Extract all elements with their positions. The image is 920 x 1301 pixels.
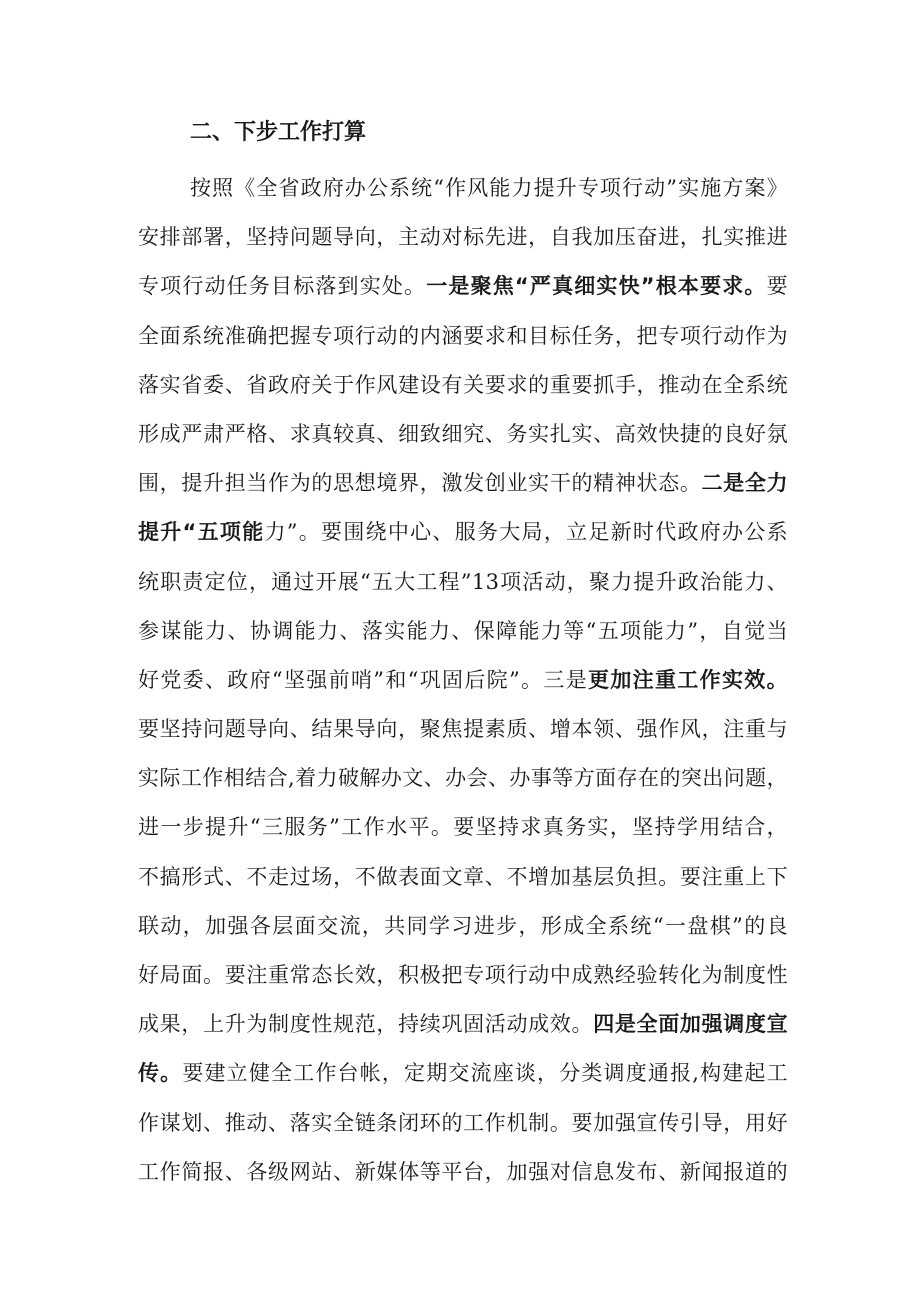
text-run: 安排部署，坚持问题导向，主动对标先进，自我加压奋进，扎实推进: [138, 225, 788, 250]
bold-text-run: 一是聚焦“严真细实快”根本要求。: [426, 274, 767, 299]
text-run: 要建立健全工作台帐，定期交流座谈，分类调度通报,构建起工: [182, 1061, 788, 1086]
text-run: 成果，上升为制度性规范，持续巩固活动成效。: [138, 1012, 594, 1037]
text-line: [138, 1049, 788, 1098]
text-line: [138, 262, 788, 311]
text-line: [138, 1099, 788, 1148]
text-line: [138, 312, 788, 361]
text-run: 实际工作相结合,着力破解办文、办会、办事等方面存在的突出问题，: [138, 766, 788, 791]
text-line: [138, 558, 788, 607]
bold-text-run: 传。: [138, 1061, 183, 1086]
text-run: 专项行动任务目标落到实处。: [138, 274, 427, 299]
text-run: 参谋能力、协调能力、落实能力、保障能力等“五项能力”，自觉当: [138, 618, 788, 643]
text-line: [138, 853, 788, 902]
text-run: 好局面。要注重常态长效，积极把专项行动中成熟经验转化为制度性: [138, 963, 788, 987]
text-run: 作谋划、推动、落实全链条闭环的工作机制。要加强宣传引导，用好: [138, 1110, 788, 1135]
text-run: 工作简报、各级网站、新媒体等平台，加强对信息发布、新闻报道的: [138, 1159, 788, 1184]
text-run: 进一步提升“三服务”工作水平。要坚持求真务实，坚持学用结合，: [138, 815, 788, 840]
text-run: 力”。要围绕中心、服务大局，立足新时代政府办公系: [264, 520, 788, 545]
text-run: 全面系统准确把握专项行动的内涵要求和目标任务，把专项行动作为: [138, 323, 788, 348]
text-line: [138, 361, 788, 410]
section-heading: 二、下步工作打算: [190, 120, 367, 145]
text-line: [138, 213, 788, 262]
text-line: [138, 459, 788, 508]
text-line: [138, 951, 788, 1000]
text-line: [138, 656, 788, 705]
text-run: 统职责定位，通过开展“五大工程”13项活动，聚力提升政治能力、: [138, 569, 788, 594]
text-line: [138, 705, 788, 754]
text-line: [138, 1000, 788, 1049]
text-run: 联动，加强各层面交流，共同学习进步，形成全系统“一盘棋”的良: [138, 913, 788, 938]
text-line: [138, 164, 788, 213]
text-run: 围，提升担当作为的思想境界，激发创业实干的精神状态。: [138, 471, 702, 496]
bold-text-run: 二是全力: [701, 471, 788, 496]
text-line: [138, 803, 788, 852]
bold-text-run: 更加注重工作实效。: [588, 667, 788, 692]
text-run: 不搞形式、不走过场，不做表面文章、不增加基层负担。要注重上下: [138, 864, 788, 889]
text-run: 好党委、政府“坚强前哨”和“巩固后院”。三是: [138, 667, 589, 692]
text-run: 要坚持问题导向、结果导向，聚焦提素质、增本领、强作风，注重与: [138, 717, 788, 742]
body-paragraph: [138, 164, 788, 1197]
text-run: 按照《全省政府办公系统“作风能力提升专项行动”实施方案》: [190, 176, 788, 200]
text-run: 要: [766, 274, 788, 299]
text-run: 落实省委、省政府关于作风建设有关要求的重要抓手，推动在全系统: [138, 372, 788, 397]
bold-text-run: 四是全面加强调度宣: [593, 1012, 788, 1037]
text-line: [138, 902, 788, 951]
text-line: [138, 410, 788, 459]
bold-text-run: 提升“五项能: [138, 520, 265, 545]
text-line: [138, 1148, 788, 1197]
text-line: [138, 607, 788, 656]
text-line: [138, 508, 788, 557]
text-run: 形成严肃严格、求真较真、细致细究、务实扎实、高效快捷的良好氛: [138, 421, 788, 446]
text-line: [138, 754, 788, 803]
